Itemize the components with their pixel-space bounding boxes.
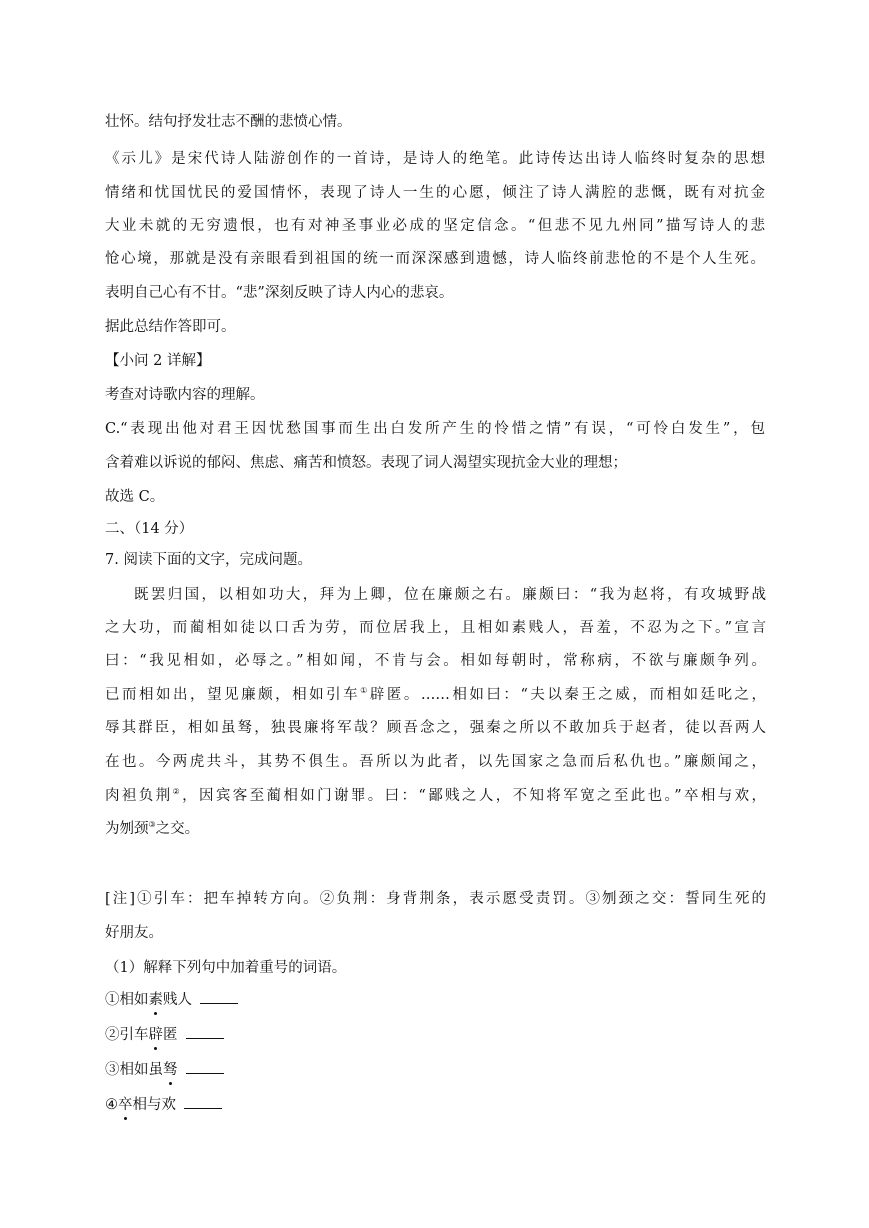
passage-line: 已而相如出，望见廉颇，相如引车①辟匿。……相如曰：“夫以秦王之威，而相如廷叱之， — [105, 686, 767, 703]
text-line: 情绪和忧国忧民的爱国情怀，表现了诗人一生的心愿，倾注了诗人满腔的悲慨，既有对抗金 — [105, 185, 765, 201]
answer-blank[interactable] — [200, 991, 238, 1004]
passage-line: 为刎颈③之交。 — [105, 820, 200, 837]
section-heading: 二、（14 分） — [105, 521, 194, 537]
footnote-mark: ② — [172, 787, 183, 797]
answer-item: ③相如虽驽 — [105, 1060, 224, 1080]
text-line: 怆心境，那就是没有亲眼看到祖国的统一而深深感到遗憾，诗人临终前悲怆的不是个人生死。 — [105, 251, 765, 267]
emphasized-word: 驽 — [163, 1062, 178, 1078]
passage-line: 曰：“我见相如，必辱之。”相如闻，不肯与会。相如每朝时，常称病，不欲与廉颇争列。 — [105, 653, 766, 669]
text-line: 据此总结作答即可。 — [105, 319, 236, 335]
passage-line: 肉袒负荆②，因宾客至蔺相如门谢罪。曰：“鄙贱之人，不知将军宽之至此也。”卒相与欢， — [105, 787, 767, 804]
footnote-mark: ① — [360, 686, 370, 696]
emphasized-word: 辟 — [148, 1027, 163, 1043]
answer-item: ①相如素贱人 — [105, 990, 238, 1010]
section-heading: 【小问 2 详解】 — [105, 353, 211, 369]
passage-line: 既罢归国，以相如功大，拜为上卿，位在廉颇之右。廉颇曰：“我为赵将，有攻城野战 — [134, 587, 766, 603]
answer-item: ②引车辟匿 — [105, 1025, 224, 1045]
text-line: 表明自己心有不甘。“悲”深刻反映了诗人内心的悲哀。 — [105, 285, 454, 301]
answer-blank[interactable] — [186, 1026, 224, 1039]
question-title: 7. 阅读下面的文字，完成问题。 — [105, 552, 312, 568]
text-line: C.“表现出他对君王因忧愁国事而生出白发所产生的怜惜之情”有误，“可怜白发生”，包 — [105, 421, 765, 437]
answer-blank[interactable] — [186, 1061, 224, 1074]
text-line: 考查对诗歌内容的理解。 — [105, 387, 265, 403]
text-line: 壮怀。结句抒发壮志不酬的悲愤心情。 — [105, 114, 352, 130]
emphasized-word: 素 — [148, 992, 163, 1008]
passage-line: 在也。今两虎共斗，其势不俱生。吾所以为此者，以先国家之急而后私仇也。”廉颇闻之， — [105, 754, 766, 770]
text-line: 《示儿》是宋代诗人陆游创作的一首诗，是诗人的绝笔。此诗传达出诗人临终时复杂的思想 — [105, 151, 765, 167]
text-line: 含着难以诉说的郁闷、焦虑、痛苦和愤怒。表现了词人渴望实现抗金大业的理想； — [105, 455, 627, 471]
note-line: [注]①引车：把车掉转方向。②负荆：身背荆条，表示愿受责罚。③刎颈之交：誓同生死的 — [105, 891, 766, 907]
text-line: 故选 C。 — [105, 489, 165, 505]
passage-line: 之大功，而蔺相如徒以口舌为劳，而位居我上，且相如素贱人，吾羞，不忍为之下。”宣言 — [105, 620, 766, 636]
note-line: 好朋友。 — [105, 925, 163, 941]
answer-blank[interactable] — [184, 1096, 222, 1109]
footnote-mark: ③ — [148, 820, 156, 830]
answer-item: ④卒相与欢 — [105, 1095, 222, 1115]
passage-line: 辱其群臣，相如虽驽，独畏廉将军哉？顾吾念之，强秦之所以不敢加兵于赵者，徒以吾两人 — [105, 720, 766, 736]
emphasized-word: 卒 — [118, 1097, 133, 1113]
text-line: 大业未就的无穷遗恨，也有对神圣事业必成的坚定信念。“但悲不见九州同”描写诗人的悲 — [105, 218, 765, 234]
sub-question: （1）解释下列句中加着重号的词语。 — [105, 960, 347, 976]
